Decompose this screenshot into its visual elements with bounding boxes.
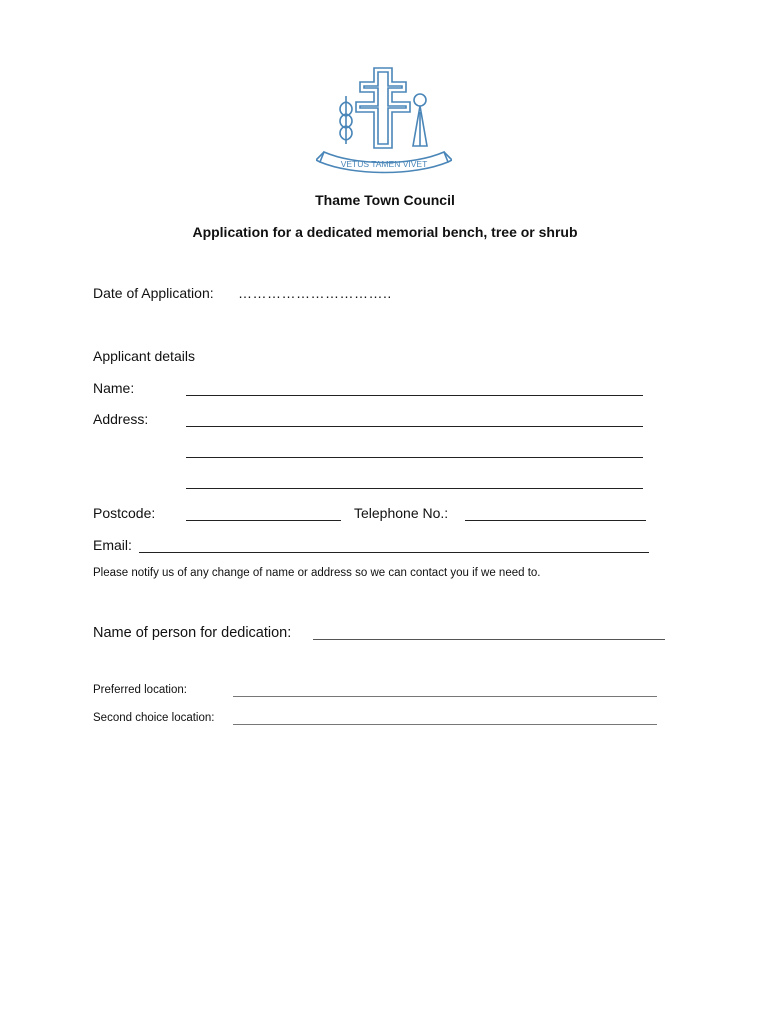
svg-text:VETUS TAMEN VIVET: VETUS TAMEN VIVET [340,159,428,169]
preferred-location-label: Preferred location: [93,684,187,696]
telephone-label: Telephone No.: [354,505,449,521]
form-subtitle: Application for a dedicated memorial bench, tree or shrub [192,224,578,240]
dedication-name-label: Name of person for dedication: [93,625,292,641]
name-field[interactable] [186,395,643,396]
telephone-field[interactable] [465,520,646,521]
postcode-label: Postcode: [93,505,156,521]
email-field[interactable] [139,552,649,553]
name-label: Name: [93,380,135,396]
change-notice: Please notify us of any change of name or address so we can contact you if we need to. [93,567,541,579]
council-title: Thame Town Council [315,192,455,208]
preferred-location-field[interactable] [233,696,657,697]
thame-crest-icon [316,62,452,180]
second-choice-location-field[interactable] [233,724,657,725]
address-field-line-3[interactable] [186,488,643,489]
address-field-line-1[interactable] [186,426,643,427]
second-choice-location-label: Second choice location: [93,712,215,724]
email-label: Email: [93,537,132,553]
address-label: Address: [93,411,149,427]
date-of-application-field[interactable]: ………………………….. [238,285,392,301]
postcode-field[interactable] [186,520,341,521]
applicant-details-heading: Applicant details [93,348,195,364]
dedication-name-field[interactable] [313,639,665,640]
address-field-line-2[interactable] [186,457,643,458]
date-of-application-label: Date of Application: [93,285,214,301]
